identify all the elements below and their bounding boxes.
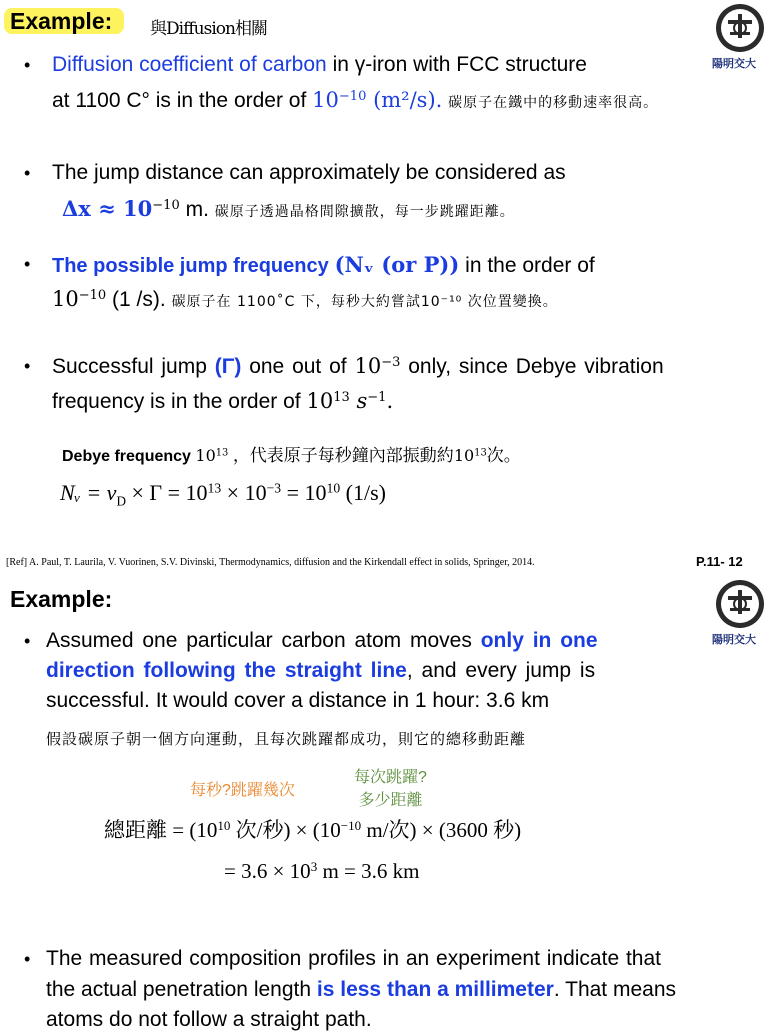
bullet4-mid: one out of [249,355,347,378]
reference: [Ref] A. Paul, T. Laurila, V. Vuorinen, S.V. Divinski, Thermodynamics, diffusion and the Kirkendall effect in solids, Springer, 2014. [6,557,535,568]
eq-mid2: × 10 [221,480,267,505]
debye-line [62,441,521,466]
unit-exp: −1 [367,389,387,405]
eq-mid3: = 10 [281,480,327,505]
diffusion-value [312,88,442,112]
debye-note-base: 10 [453,446,475,465]
value-exp: −10 [338,88,367,104]
jump-distance-exp: −10 [152,197,180,213]
s2-bullet2-line2 [46,978,676,1002]
jump-frequency-symbol: (Nᵥ (or P)) [334,252,460,277]
bullet2-line1: The jump distance can approximately be considered as [52,161,566,184]
university-logo [712,2,768,72]
bullet4-post: only, since Debye vibration [408,355,664,378]
debye-note: ，代表原子每秒鐘內部振動約 [232,446,454,465]
debye-note-end: 次。 [486,446,521,465]
s2-bullet2-pre: the actual penetration length [46,978,312,1001]
line-end: . [386,389,394,413]
bullet2-note: 碳原子透過晶格間隙擴散，每一步跳躍距離。 [214,204,515,220]
value-base: 10 [312,88,339,112]
bullet2-line2 [62,196,515,222]
bullet1-note: 碳原子在鐵中的移動速率很高。 [448,95,659,111]
title-highlight: Example: [4,8,124,34]
bullet-dot: • [24,254,31,274]
debye-value-base: 10 [195,446,216,465]
bullet-dot: • [24,631,31,651]
value-base: 10 [52,287,79,311]
bullet3-line2 [52,287,558,312]
debye-note-exp: 13 [474,447,487,459]
logo-label: 陽明交大 [712,58,756,70]
s2-bullet1-pre: Assumed one particular carbon atom moves [46,629,472,652]
handwritten-note: 與Diffusion相關 [150,19,267,39]
page-number: P.11- 12 [696,554,743,569]
bullet4-line2 [52,389,393,414]
eq-e2: −3 [266,480,282,496]
university-logo [712,578,768,648]
bullet4-line1 [52,354,664,379]
calc2-prefix: = 3.6 × 10 [224,859,311,883]
jump-rate-equation [60,480,386,509]
s2-bullet2-post: . That means [553,978,677,1001]
s2-bullet1-post: , and every jump is [406,659,596,682]
calc1-p2: m/次) × (3600 秒) [361,818,522,842]
s2-bullet2-line1: The measured composition profiles in an experiment indicate that [46,947,661,970]
eq-e3: 10 [326,480,341,496]
eq-sub: D [116,493,126,509]
bullet-dot: • [24,163,31,183]
bullet-dot: • [24,55,31,75]
bullet4-line2-prefix: frequency is in the order of [52,390,301,413]
logo-label: 陽明交大 [712,634,756,646]
unit-s: s [356,389,368,413]
annotation-jumps-per-second: 每秒?跳躍幾次 [190,782,295,799]
value-exp: −3 [381,354,401,370]
slide2-title: Example: [10,586,113,612]
bullet1-line1 [52,53,587,77]
bullet3-rest: in the order of [465,254,595,277]
s2-bullet1-line1 [46,629,598,653]
s2-emphasis-1: only in one [480,629,598,652]
bullet1-line2-prefix: at 1100 C° is in the order of [52,89,307,112]
jump-frequency-text: The possible jump frequency [52,255,329,277]
slide1-title [4,8,124,35]
s2-bullet1-line2 [46,659,595,683]
annotation-distance-per-jump [354,764,427,810]
s2-bullet2-emphasis: is less than a millimeter [316,978,554,1001]
s2-bullet1-line3: successful. It would cover a distance in 1 hour: 3.6 km [46,689,550,712]
calc1-e2: −10 [340,817,362,833]
value-base: 10 [354,354,382,378]
bullet-dot: • [24,949,31,969]
debye-exp: 13 [333,389,350,405]
value-exp: −10 [78,287,107,303]
bullet1-rest: in γ-iron with FCC structure [332,53,587,76]
debye-label: Debye frequency [62,448,191,465]
debye-base: 10 [306,389,334,413]
eq-lhs: Nᵥ = ν [60,480,117,505]
gear-seal-icon [714,2,766,54]
total-distance-result [224,859,419,884]
calc1-e1: 10 [217,817,231,833]
diffusion-coefficient-text: Diffusion coefficient of carbon [52,53,327,76]
jump-frequency-value [52,287,106,311]
eq-end: (1/s) [340,480,386,505]
debye-value-exp: 13 [215,447,229,459]
gamma-symbol: (Γ) [214,355,242,378]
bullet3-note: 碳原子在 1100˚C 下，每秒大約嘗試10⁻¹⁰ 次位置變換。 [171,294,558,310]
calc2-e1: 3 [310,858,318,874]
bullet3-line1 [52,252,595,278]
annotation-green-line1: 每次跳躍? [354,769,427,786]
calc1-p1: 次/秒) × (10 [230,818,341,842]
total-distance-equation [104,814,521,844]
calc1-prefix: 總距離 = (10 [104,818,218,842]
s2-bullet1-note: 假設碳原子朝一個方向運動，且每次跳躍都成功，則它的總移動距離 [46,730,527,748]
s2-bullet2-line3: atoms do not follow a straight path. [46,1008,372,1031]
eq-mid: × Γ = 10 [125,480,208,505]
gear-seal-icon [714,578,766,630]
bullet1-line2 [52,88,658,113]
value-unit: (m²/s). [373,88,443,112]
jump-distance-unit: m. [185,198,209,221]
bullet4-pre: Successful jump [52,355,207,378]
s2-emphasis-2: direction following the straight line [46,659,407,682]
eq-e1: 13 [207,480,222,496]
jump-distance-symbol: Δx ≈ 10 [62,196,153,221]
value-unit: (1 /s). [112,288,166,311]
annotation-green-line2: 多少距離 [358,792,423,809]
calc2-post: m = 3.6 km [317,859,420,883]
bullet-dot: • [24,356,31,376]
